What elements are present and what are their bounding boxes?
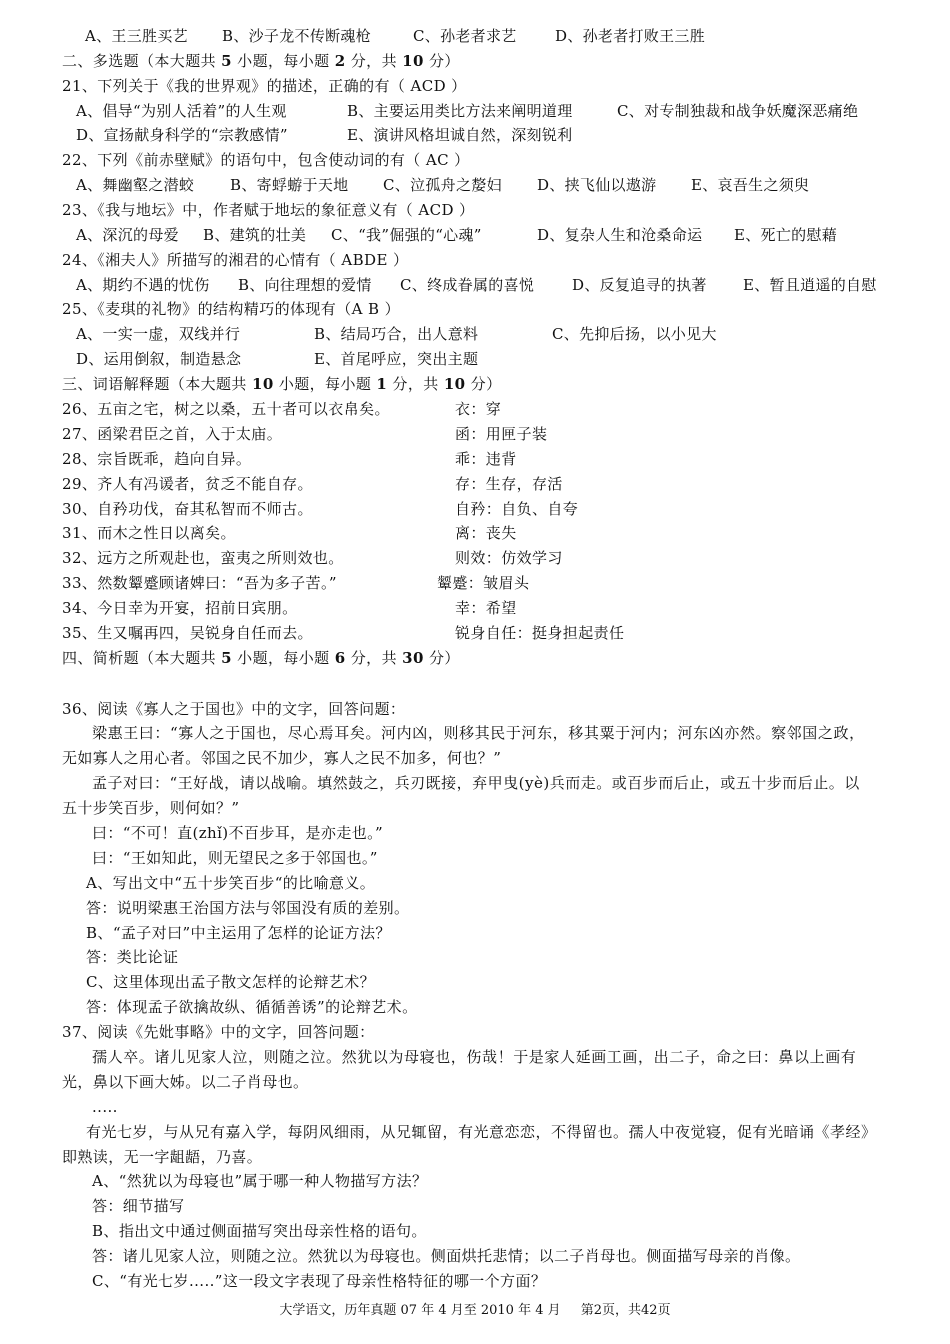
option: C、“我”倔强的“心魂” [331, 226, 482, 244]
vocab-answer: 颦蹙：皱眉头 [437, 574, 530, 592]
option: D、反复追寻的执著 [572, 276, 707, 294]
vocab-question: 27、函梁君臣之首，入于太庙。 [62, 425, 283, 443]
passage-line: 曰：“不可！直(zhǐ)不百步耳，是亦走也。” [92, 824, 384, 842]
vocab-answer: 则效：仿效学习 [455, 549, 563, 567]
answer: 答：说明梁惠王治国方法与邻国没有质的差别。 [86, 899, 410, 917]
answer: 答：类比论证 [86, 948, 179, 966]
option: D、运用倒叙，制造悬念 [76, 350, 242, 368]
option: C、对专制独裁和战争妖魔深恶痛绝 [617, 102, 859, 120]
question-stem: 36、阅读《寡人之于国也》中的文字，回答问题： [62, 700, 406, 718]
passage-line: 梁惠王曰：“寡人之于国也，尽心焉耳矣。河内凶，则移其民于河东，移其粟于河内；河东凶亦然。察邻国之政， [92, 724, 865, 742]
passage-line: 孺人卒。诸儿见家人泣，则随之泣。然犹以为母寝也，伤哉！于是家人延画工画，出二子，命之曰：鼻以上画有 [92, 1048, 857, 1066]
q20-option-b: B、沙子龙不传断魂枪 [222, 27, 372, 45]
option: B、结局巧合，出人意料 [314, 325, 479, 343]
passage-line: 五十步笑百步，则何如？” [62, 799, 240, 817]
option: A、期约不遇的忧伤 [76, 276, 210, 294]
vocab-answer: 存：生存，存活 [455, 475, 563, 493]
vocab-answer: 幸：希望 [455, 599, 517, 617]
option: C、终成眷属的喜悦 [400, 276, 535, 294]
option: B、建筑的壮美 [203, 226, 307, 244]
vocab-answer: 衣：穿 [455, 400, 502, 418]
q20-option-a: A、王三胜买艺 [85, 27, 188, 45]
section-heading-vocabulary: 三、词语解释题（本大题共 10 小题，每小题 1 分，共 10 分） [62, 375, 502, 393]
option: D、宣扬献身科学的“宗教感情” [76, 126, 288, 144]
option: D、挟飞仙以遨游 [537, 176, 657, 194]
passage-line: 即熟读，无一字龃龉，乃喜。 [62, 1148, 263, 1166]
vocab-question: 31、而木之性日以离矣。 [62, 524, 236, 542]
answer: 答：细节描写 [92, 1197, 185, 1215]
option: C、泣孤舟之嫠妇 [383, 176, 502, 194]
question-stem: 23、《我与地坛》中，作者赋于地坛的象征意义有（ ACD ） [62, 201, 475, 219]
vocab-answer: 锐身自任：挺身担起责任 [455, 624, 625, 642]
passage-line: 孟子对曰：“王好战，请以战喻。填然鼓之，兵刃既接，弃甲曳(yè)兵而走。或百步而后止，或五十步而后止。以 [92, 774, 860, 792]
option: A、深沉的母爱 [76, 226, 179, 244]
vocab-question: 26、五亩之宅，树之以桑，五十者可以衣帛矣。 [62, 400, 390, 418]
vocab-answer: 自矜：自负、自夸 [455, 500, 579, 518]
option: A、舞幽壑之潜蛟 [76, 176, 195, 194]
vocab-question: 29、齐人有冯谖者，贫乏不能自存。 [62, 475, 313, 493]
question-stem: 21、下列关于《我的世界观》的描述，正确的有（ ACD ） [62, 77, 467, 95]
question-stem: 24、《湘夫人》所描写的湘君的心情有（ ABDE ） [62, 251, 409, 269]
section-heading-short-analysis: 四、简析题（本大题共 5 小题，每小题 6 分，共 30 分） [62, 649, 460, 667]
option: E、哀吾生之须臾 [691, 176, 810, 194]
option: E、死亡的慰藉 [734, 226, 838, 244]
option: E、演讲风格坦诚自然，深刻锐利 [347, 126, 573, 144]
answer: 答：体现孟子欲擒故纵、循循善诱”的论辩艺术。 [86, 998, 418, 1016]
option: E、暂且逍遥的自慰 [743, 276, 877, 294]
ellipsis: ..... [92, 1098, 118, 1116]
vocab-answer: 离：丧失 [455, 524, 517, 542]
passage-line: 无如寡人之用心者。邻国之民不加少，寡人之民不加多，何也？” [62, 749, 502, 767]
question-stem: 25、《麦琪的礼物》的结构精巧的体现有（A B ） [62, 300, 400, 318]
passage-line: 光，鼻以下画大姊。以二子肖母也。 [62, 1073, 309, 1091]
answer: 答：诸儿见家人泣，则随之泣。然犹以为母寝也。侧面烘托悲情；以二子肖母也。侧面描写母亲的肖像。 [92, 1247, 801, 1265]
question-stem: 37、阅读《先妣事略》中的文字，回答问题： [62, 1023, 375, 1041]
passage-line: 有光七岁，与从兄有嘉入学，每阴风细雨，从兄辄留，有光意恋恋，不得留也。孺人中夜觉寝，促有光暗诵《孝经》 [86, 1123, 877, 1141]
sub-question: B、“孟子对曰”中主运用了怎样的论证方法？ [86, 924, 391, 942]
q20-option-c: C、孙老者求艺 [413, 27, 517, 45]
passage-line: 曰：“王如知此，则无望民之多于邻国也。” [92, 849, 378, 867]
q20-option-d: D、孙老者打败王三胜 [555, 27, 706, 45]
footer-page-number: 第2页，共42页 [580, 1303, 671, 1318]
sub-question: C、“有光七岁.....”这一段文字表现了母亲性格特征的哪一个方面？ [92, 1272, 547, 1290]
section-heading-multiple-choice: 二、多选题（本大题共 5 小题，每小题 2 分，共 10 分） [62, 52, 460, 70]
page-footer [0, 1302, 950, 1320]
vocab-question: 33、然数颦蹙顾诸婢曰：“吾为多子苦。” [62, 574, 337, 592]
vocab-answer: 乖：违背 [455, 450, 517, 468]
sub-question: A、“然犹以为母寝也”属于哪一种人物描写方法？ [92, 1172, 428, 1190]
option: B、寄蜉蝣于天地 [230, 176, 349, 194]
option: B、主要运用类比方法来阐明道理 [347, 102, 573, 120]
vocab-answer: 函：用匣子装 [455, 425, 548, 443]
option: B、向往理想的爱情 [238, 276, 372, 294]
footer-title: 大学语文，历年真题 07 年 4 月至 2010 年 4 月 [279, 1303, 561, 1318]
vocab-question: 30、自矜功伐，奋其私智而不师古。 [62, 500, 313, 518]
option: A、一实一虚，双线并行 [76, 325, 241, 343]
option: A、倡导“为别人活着”的人生观 [76, 102, 287, 120]
sub-question: B、指出文中通过侧面描写突出母亲性格的语句。 [92, 1222, 427, 1240]
vocab-question: 28、宗旨既乖，趋向自异。 [62, 450, 252, 468]
option: E、首尾呼应，突出主题 [314, 350, 479, 368]
option: C、先抑后扬，以小见大 [552, 325, 717, 343]
sub-question: C、这里体现出孟子散文怎样的论辩艺术？ [86, 973, 376, 991]
question-stem: 22、下列《前赤壁赋》的语句中，包含使动词的有（ AC ） [62, 151, 470, 169]
sub-question: A、写出文中“五十步笑百步“的比喻意义。 [86, 874, 376, 892]
vocab-question: 34、今日幸为开宴，招前日宾朋。 [62, 599, 298, 617]
vocab-question: 32、远方之所观赴也，蛮夷之所则效也。 [62, 549, 344, 567]
option: D、复杂人生和沧桑命运 [537, 226, 703, 244]
vocab-question: 35、生又嘱再四，吴锐身自任而去。 [62, 624, 313, 642]
